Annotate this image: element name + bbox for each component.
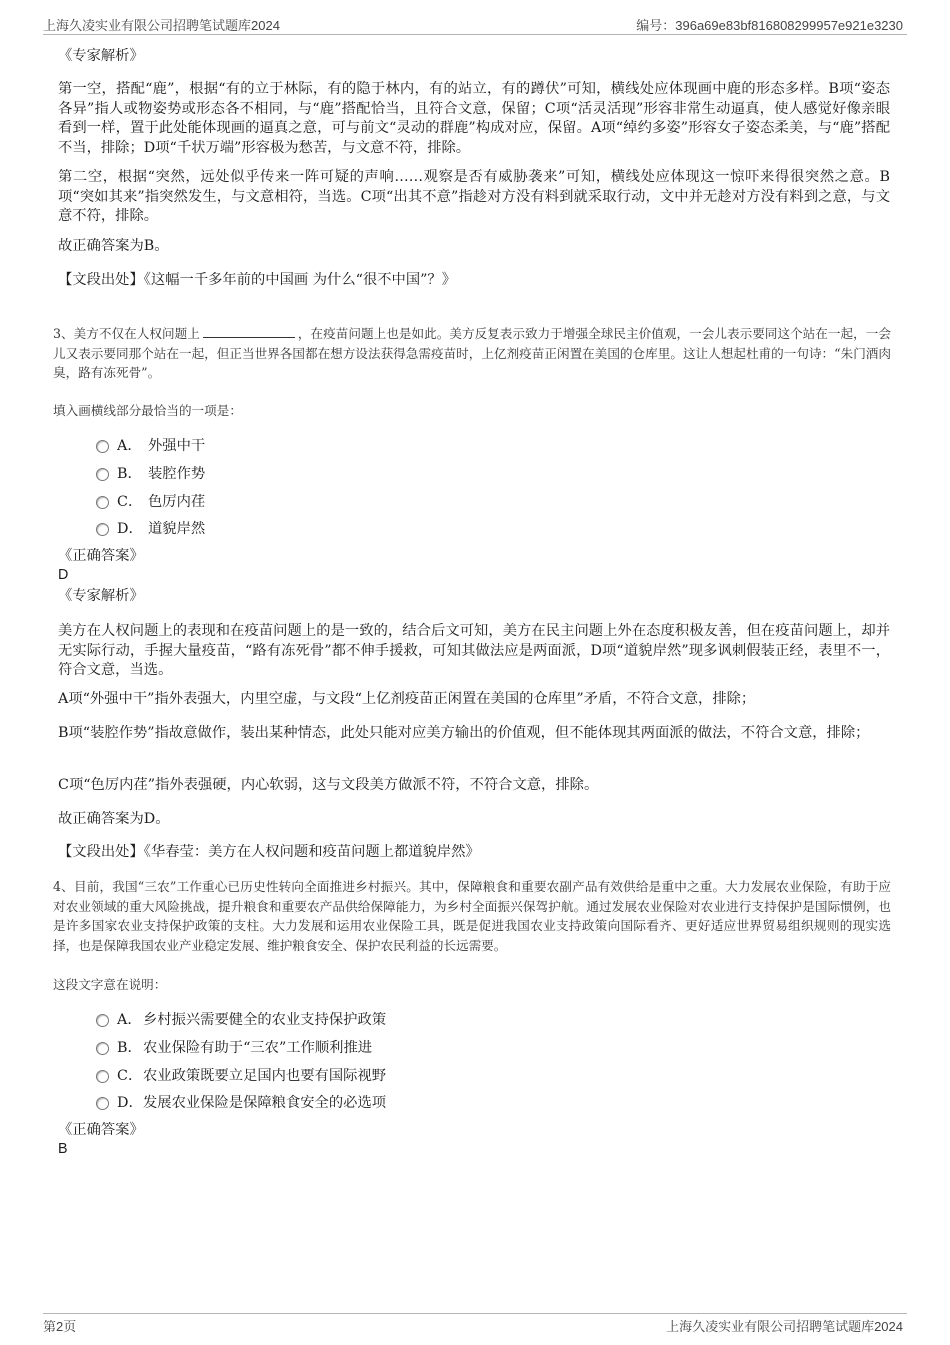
question-3-text-after: ，在疫苗问题上也是如此。美方反复表示致力于增强全球民主价值观，一会儿表示要同这个站在一起，一会儿又表示要同那个站在一起，但正当世界各国都在想方设法获得急需疫苗时，上亿剂疫苗正闲置在美国的仓库里。这让人想起杜甫的一句诗：“朱门酒肉臭，路有冻死骨”。	[53, 326, 891, 380]
expert-analysis-label: 《专家解析》	[58, 588, 144, 604]
page-header	[43, 12, 907, 35]
correct-answer-value: D	[58, 567, 69, 583]
analysis-paragraph: 第一空，搭配“鹿”，根据“有的立于林际，有的隐于林内，有的站立，有的蹲伏”可知，横线处应体现画中鹿的形态多样。B项“姿态各异”指人或物姿势或形态各不相同，与“鹿”搭配恰当，且符合文意，保留；C项“活灵活现”形容非常生动逼真，使人感觉好像亲眼看到一样，置于此处能体现画的逼真之意，可与前文“灵动的群鹿”构成对应，保留。A项“绰约多姿”形容女子姿态柔美，与“鹿”搭配不当，排除；D项“千状万端”形容极为愁苦，与文意不符，排除。	[58, 81, 890, 156]
answer-conclusion: 故正确答案为D。	[58, 811, 170, 827]
option-text: 色厉内荏	[148, 494, 206, 510]
radio-button[interactable]	[96, 496, 109, 509]
option-letter: A．	[117, 438, 142, 454]
radio-button[interactable]	[96, 468, 109, 481]
option-letter: A．	[117, 1012, 142, 1028]
correct-answer-label: 《正确答案》	[58, 548, 144, 564]
option-text: 农业政策既要立足国内也要有国际视野	[143, 1068, 387, 1084]
option-text: 乡村振兴需要健全的农业支持保护政策	[143, 1012, 387, 1028]
question-3-prompt: 填入画横线部分最恰当的一项是：	[53, 403, 242, 418]
page-footer	[43, 1313, 907, 1336]
analysis-paragraph: A项“外强中干”指外表强大，内里空虚，与文段“上亿剂疫苗正闲置在美国的仓库里”矛盾，不符合文意，排除；	[58, 691, 756, 707]
radio-button[interactable]	[96, 1014, 109, 1027]
correct-answer-label: 《正确答案》	[58, 1122, 144, 1138]
header-title: 上海久凌实业有限公司招聘笔试题库2024	[43, 18, 280, 33]
radio-button[interactable]	[96, 1097, 109, 1110]
expert-analysis-label: 《专家解析》	[58, 48, 144, 64]
footer-title: 上海久凌实业有限公司招聘笔试题库2024	[666, 1319, 903, 1334]
source-citation: 【文段出处】《这幅一千多年前的中国画 为什么“很不中国”？》	[58, 272, 457, 288]
radio-button[interactable]	[96, 523, 109, 536]
correct-answer-value: B	[58, 1141, 68, 1157]
option-text: 外强中干	[148, 438, 206, 454]
page-number: 第2页	[43, 1319, 77, 1334]
analysis-paragraph: 美方在人权问题上的表现和在疫苗问题上的是一致的，结合后文可知，美方在民主问题上外在态度积极友善，但在疫苗问题上，却并无实际行动，手握大量疫苗，“路有冻死骨”都不伸手援救，可知其做法应是两面派，D项“道貌岸然”现多讽刺假装正经，表里不一，符合文意，当选。	[58, 623, 890, 678]
option-letter: B．	[117, 1040, 142, 1056]
analysis-paragraph: 第二空，根据“突然，远处似乎传来一阵可疑的声响……观察是否有威胁袭来”可知，横线处应体现这一惊吓来得很突然之意。B项“突如其来”指突然发生，与文意相符，当选。C项“出其不意”指趁对方没有料到就采取行动，文中并无趁对方没有料到之意，与文意不符，排除。	[58, 169, 890, 224]
radio-button[interactable]	[96, 440, 109, 453]
option-text: 道貌岸然	[148, 521, 206, 537]
radio-button[interactable]	[96, 1070, 109, 1083]
option-letter: D．	[117, 1095, 143, 1111]
question-4-prompt: 这段文字意在说明：	[53, 977, 167, 992]
option-letter: B．	[117, 466, 142, 482]
analysis-paragraph: B项“装腔作势”指故意做作，装出某种情态，此处只能对应美方输出的价值观，但不能体现其两面派的做法，不符合文意，排除；	[58, 725, 870, 741]
analysis-paragraph: C项“色厉内荏”指外表强硬，内心软弱，这与文段美方做派不符，不符合文意，排除。	[58, 777, 599, 793]
answer-conclusion: 故正确答案为B。	[58, 238, 169, 254]
question-3-stem	[53, 324, 891, 383]
option-text: 农业保险有助于“三农”工作顺利推进	[143, 1040, 373, 1056]
radio-button[interactable]	[96, 1042, 109, 1055]
question-3-text-before: 3、美方不仅在人权问题上	[53, 326, 200, 341]
fill-blank-line	[203, 325, 295, 338]
question-4-stem: 4、目前，我国“三农”工作重心已历史性转向全面推进乡村振兴。其中，保障粮食和重要农副产品有效供给是重中之重。大力发展农业保险，有助于应对农业领域的重大风险挑战，提升粮食和重要农产品供给保障能力，为乡村全面振兴保驾护航。通过发展农业保险对农业进行支持保护是国际惯例，也是许多国家农业支持保护政策的支柱。大力发展和运用农业保险工具，既是促进我国农业支持政策向国际看齐、更好适应世界贸易组织规则的现实选择，也是保障我国农业产业稳定发展、维护粮食安全、保护农民利益的长远需要。	[53, 879, 891, 953]
header-serial: 编号：396a69e83bf816808299957e921e3230	[636, 18, 903, 33]
option-letter: D．	[117, 521, 143, 537]
option-text: 发展农业保险是保障粮食安全的必选项	[143, 1095, 387, 1111]
source-citation: 【文段出处】《华春莹：美方在人权问题和疫苗问题上都道貌岸然》	[58, 844, 480, 860]
option-text: 装腔作势	[148, 466, 206, 482]
option-letter: C．	[117, 494, 143, 510]
option-letter: C．	[117, 1068, 143, 1084]
